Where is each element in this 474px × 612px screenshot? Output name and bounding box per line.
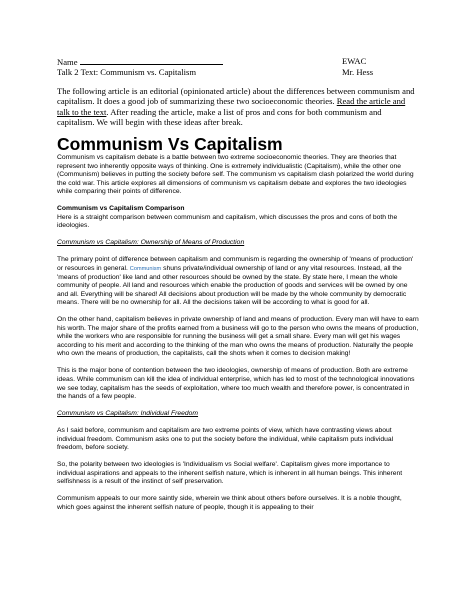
article-paragraph-6: So, the polarity between two ideologies is 'Individualism vs Social welfare'. Capitalism gives more importance to individual aspirations and appeals to the inherent selfish nature, which is inherent in all human beings. This inherent selfishness is a result of the instinct of self preservation. [57,461,403,486]
communism-link[interactable]: Communism [129,265,162,272]
article-paragraph-2 [57,256,419,307]
instructions-paragraph [57,86,419,128]
instructions-part2: . After reading the article, make a list of pros and cons for both communism and capitalism. We will begin with these ideas after break. [57,106,382,128]
comparison-text: Here is a straight comparison between communism and capitalism, which discusses the pros and cons of both the ideologies. [57,213,398,230]
comparison-heading: Communism vs Capitalism Comparison [57,205,185,213]
instructions-part1: The following article is an editorial (opinionated article) about the differences between communism and capitalism. It does a good job of summarizing these two socioeconomic theories. [57,86,415,107]
p2-text-b: shuns private/individual ownership of land or any vital resources. Instead, all the 'means of production' like land and other resources should be owned by the state. By state here, I mean the whole community of people. All land and resources which enable the production of goods and services will be owned by one and all. Everything will be shared! All decisions about production will be made by the whole community by democratic means. There will be no ownership for all. All the decisions taken will be according to what is good for all. [57,264,408,307]
worksheet-header [57,56,418,78]
teacher-name: Mr. Hess [342,67,374,78]
article-paragraph-1: Communism vs capitalism debate is a battle between two extreme socioeconomic theories. They are theories that represent two inherently opposite ways of thinking. One is extremely individualistic (Capitalism), while the other one (Communism) believes in putting the society before self. The communism vs capitalism clash polarized the world during the cold war. This article explores all dimensions of communism vs capitalism debate and explores the two ideologies while comparing their points of difference. [57,154,414,196]
subheading-ownership: Communism vs Capitalism: Ownership of Means of Production [57,239,245,247]
p2-text-a: The primary point of difference between capitalism and communism is regarding the ownership of 'means of production' or resources in general. [57,256,414,272]
article-paragraph-5: As I said before, communism and capitalism are two extreme points of view, which have contrasting views about individual freedom. Communism asks one to put the society before the individual, while capitalism puts individual freedom, before society. [57,427,394,452]
article-paragraph-7: Communism appeals to our more saintly side, wherein we think about others before ourselves. It is a noble thought, which goes against the inherent selfish nature of people, though it is appealing to their [57,495,402,511]
article-body [57,154,419,521]
name-blank-line[interactable] [80,56,223,65]
article-paragraph-4: This is the major bone of contention between the two ideologies, ownership of means of production. Both are extreme ideas. While communism can kill the idea of individual enterprise, which has led to most of the technological innovations we see today, capitalism has the seeds of exploitation, where too much wealth and therefore power, is concentrated in the hands of a few people. [57,367,415,401]
instructions-underlined: Read the article and talk to the text [57,96,406,117]
article-paragraph-3: On the other hand, capitalism believes in private ownership of land and means of production. Every man will have to earn his worth. The major share of the profits earned from a business will go to the person who owns the means of production, while the workers who are responsible for running the business will get a small share. Every man will get his wages according to his merit and according to the thinking of the man who owns the means of production. Naturally the people who own the means of production, the capitalists, call the shots when it comes to decision making! [57,316,419,358]
subheading-freedom: Communism vs Capitalism: Individual Freedom [57,410,199,418]
article-title: Communism Vs Capitalism [57,134,283,154]
talk-title: Talk 2 Text: Communism vs. Capitalism [57,67,197,78]
name-label: Name [57,57,78,67]
class-code: EWAC [342,56,367,66]
name-field-group [57,56,223,67]
